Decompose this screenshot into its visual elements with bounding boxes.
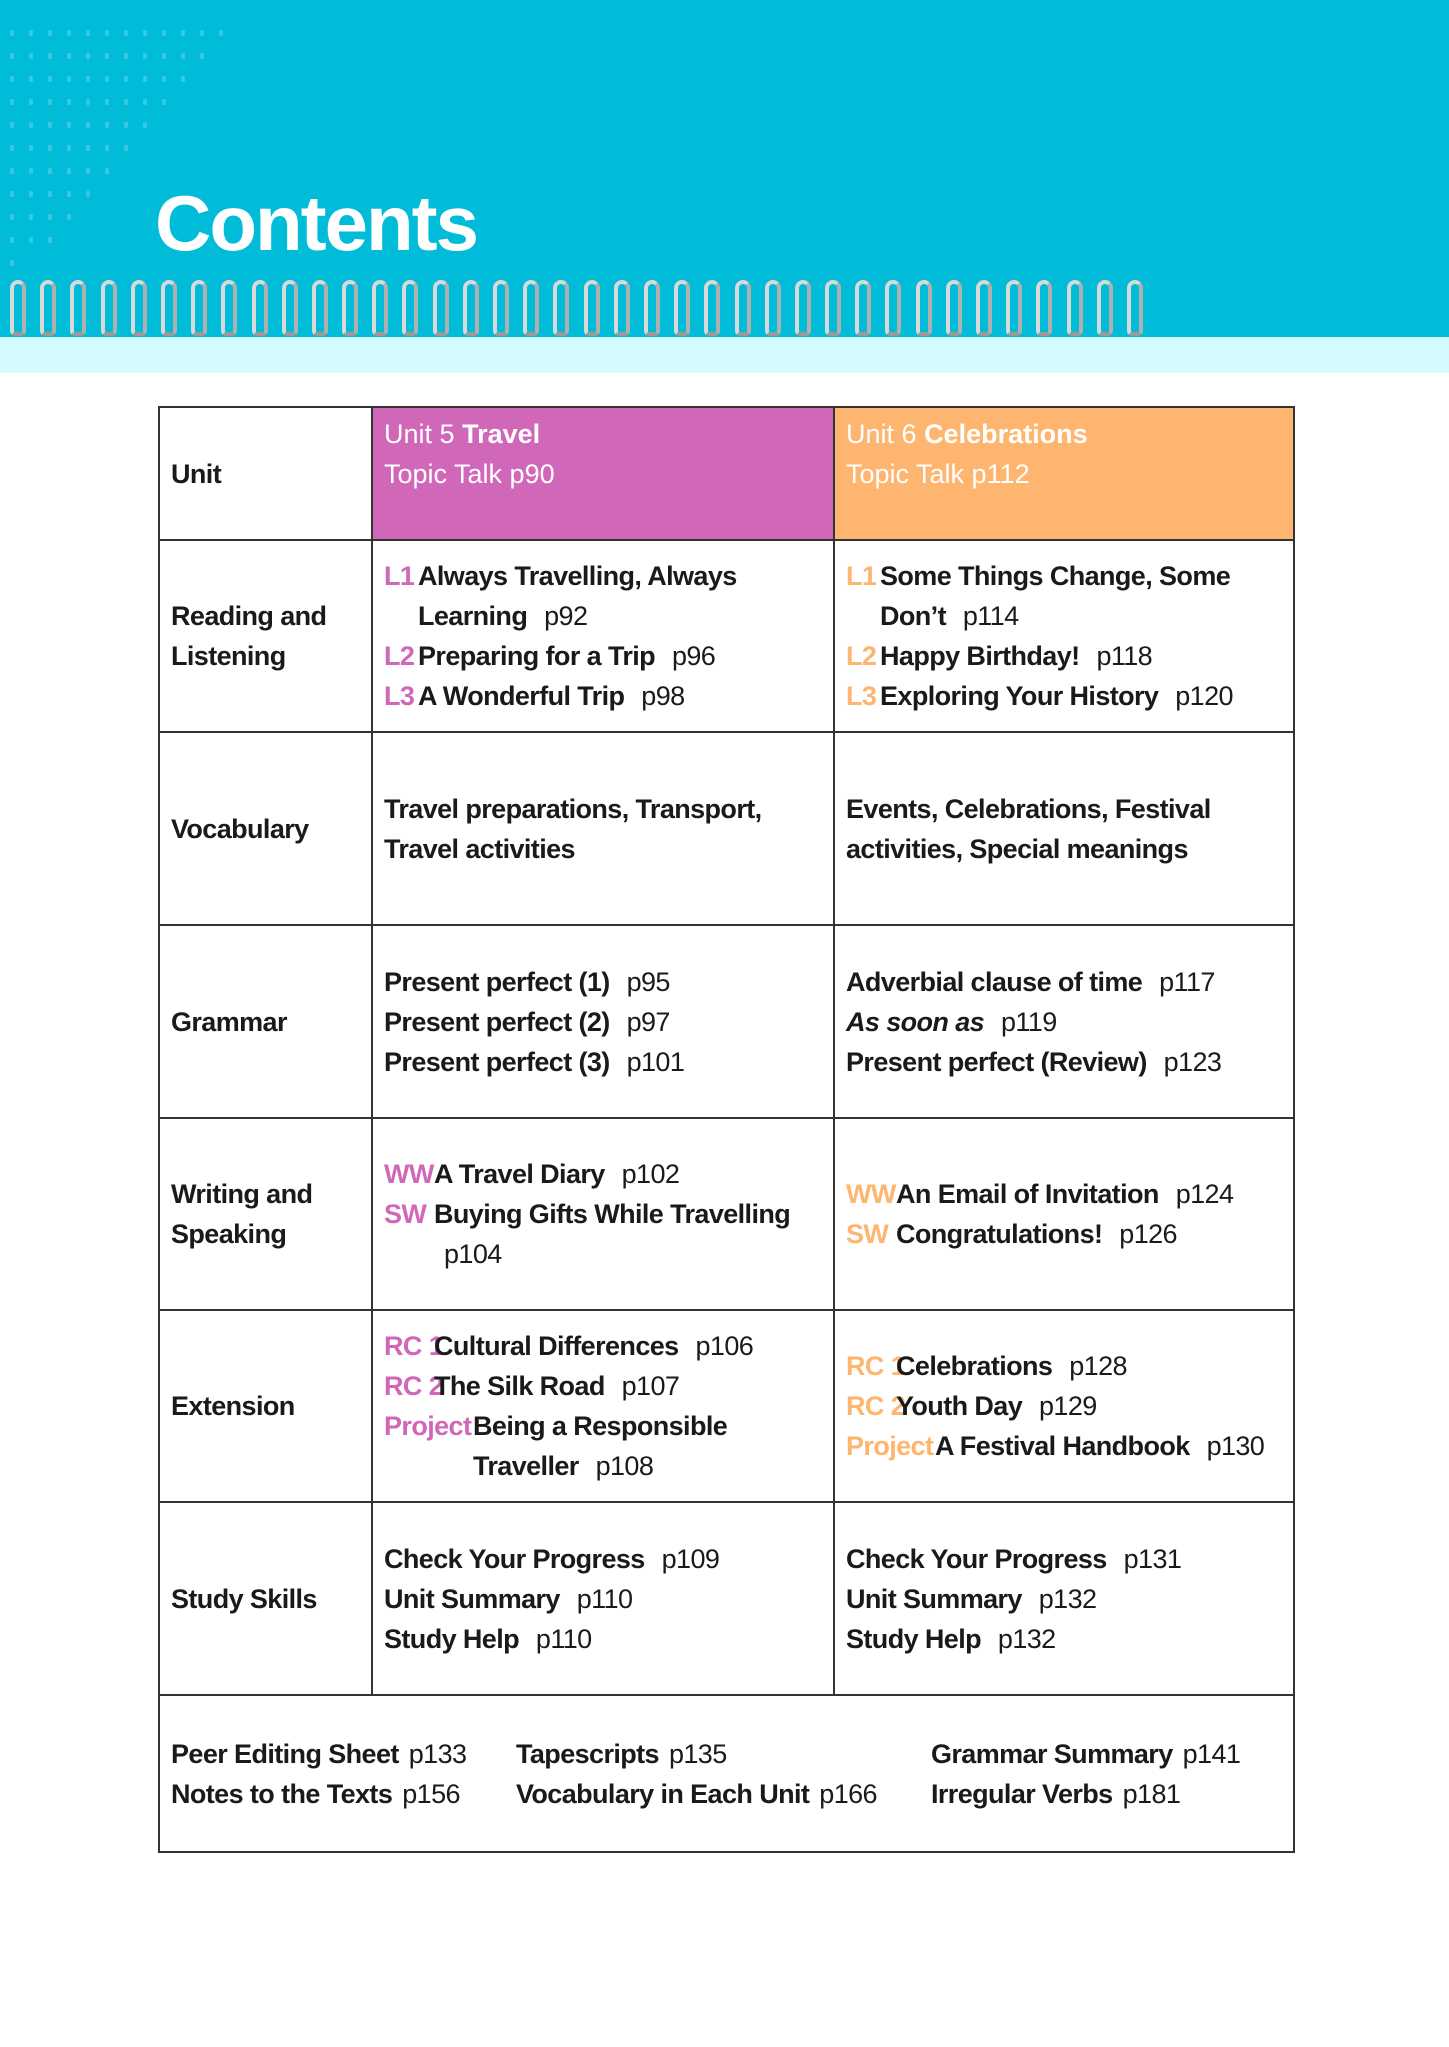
page-number: p119 — [1000, 1006, 1057, 1037]
spiral-ring — [1036, 280, 1052, 336]
entry-text — [896, 1174, 1233, 1214]
page-number: p156 — [402, 1778, 460, 1809]
lesson-tag: RC 1 — [846, 1351, 906, 1381]
spiral-ring — [1006, 280, 1022, 336]
entry-title: Check Your Progress — [384, 1543, 645, 1574]
spiral-ring — [885, 280, 901, 336]
spiral-ring — [825, 280, 841, 336]
spiral-ring — [946, 280, 962, 336]
page-number: p95 — [626, 966, 670, 997]
spiral-ring — [765, 280, 781, 336]
spiral-ring — [1067, 280, 1083, 336]
topic-talk: Topic Talk p90 — [384, 459, 555, 489]
contents-entry[interactable] — [384, 556, 822, 636]
page-number: p131 — [1123, 1543, 1182, 1574]
unit-cell — [834, 1118, 1294, 1310]
entry-title: A Wonderful Trip — [418, 681, 625, 711]
spiral-ring — [10, 280, 26, 336]
unit-name: Travel — [462, 419, 541, 449]
appendix-entry[interactable] — [931, 1774, 1282, 1814]
appendix-row — [159, 1695, 1294, 1852]
page-number: p101 — [626, 1046, 685, 1077]
entry-title: Celebrations — [896, 1351, 1053, 1381]
lesson-tag: WW — [846, 1179, 896, 1209]
contents-entry[interactable] — [384, 1539, 822, 1579]
contents-entry[interactable] — [846, 1002, 1282, 1042]
unit-cell — [834, 1310, 1294, 1502]
row-label: Grammar — [159, 925, 372, 1118]
lesson-tag: RC 1 — [384, 1331, 444, 1361]
entry-title: Travel preparations, Transport, Travel activities — [384, 793, 762, 864]
page-number: p104 — [444, 1239, 502, 1269]
header-band — [0, 337, 1449, 373]
unit-cell — [372, 732, 834, 925]
contents-entry[interactable] — [846, 1539, 1282, 1579]
contents-entry[interactable] — [846, 962, 1282, 1002]
contents-entry[interactable] — [384, 676, 822, 716]
unit-cell — [372, 1118, 834, 1310]
entry-title: Peer Editing Sheet — [171, 1738, 399, 1769]
contents-table — [158, 406, 1295, 1853]
contents-entry[interactable] — [846, 1386, 1282, 1426]
lesson-tag: L2 — [384, 641, 415, 671]
entry-text — [846, 1619, 1056, 1659]
spiral-ring — [916, 280, 932, 336]
entry-title: Present perfect (2) — [384, 1006, 610, 1037]
page-number: p114 — [962, 601, 1019, 631]
entry-text — [384, 962, 670, 1002]
contents-entry[interactable] — [384, 1194, 822, 1274]
entry-text — [896, 1386, 1097, 1426]
entry-text — [418, 556, 822, 636]
table-row — [159, 925, 1294, 1118]
unit-cell — [372, 540, 834, 732]
page-number: p109 — [661, 1543, 720, 1574]
row-label: Extension — [159, 1310, 372, 1502]
entry-text — [896, 1214, 1177, 1254]
entry-title: Always Travelling, Always Learning — [418, 561, 737, 631]
entry-title: A Festival Handbook — [935, 1431, 1190, 1461]
page-number: p92 — [544, 601, 588, 631]
entry-text — [473, 1406, 822, 1486]
spiral-ring — [40, 280, 56, 336]
entry-title: Grammar Summary — [931, 1738, 1173, 1769]
contents-entry[interactable] — [846, 1346, 1282, 1386]
contents-entry[interactable] — [846, 556, 1282, 636]
entry-text — [434, 1366, 679, 1406]
spiral-ring — [493, 280, 509, 336]
unit-header-row — [159, 407, 1294, 540]
entry-text — [880, 676, 1233, 716]
entry-title: Tapescripts — [516, 1738, 659, 1769]
page-number: p126 — [1119, 1219, 1177, 1249]
page-number: p132 — [997, 1623, 1056, 1654]
entry-text — [434, 1154, 679, 1194]
entry-text — [846, 1002, 1057, 1042]
unit-cell — [834, 540, 1294, 732]
entry-text — [846, 962, 1215, 1002]
entry-text — [384, 1042, 684, 1082]
lesson-tag: Project — [846, 1431, 934, 1461]
spiral-ring — [523, 280, 539, 336]
contents-entry[interactable] — [384, 1406, 822, 1486]
page-number: p117 — [1159, 966, 1215, 997]
appendix-entry[interactable] — [931, 1734, 1282, 1774]
entry-title: Exploring Your History — [880, 681, 1159, 711]
spiral-ring — [704, 280, 720, 336]
contents-entry[interactable] — [846, 1042, 1282, 1082]
contents-entry[interactable] — [846, 1579, 1282, 1619]
entry-title: A Travel Diary — [434, 1159, 605, 1189]
page-number: p135 — [668, 1738, 727, 1769]
spiral-ring — [101, 280, 117, 336]
entry-text — [880, 636, 1152, 676]
entry-text — [880, 556, 1282, 636]
entry-title: Notes to the Texts — [171, 1778, 393, 1809]
spiral-ring — [855, 280, 871, 336]
lesson-tag: RC 2 — [846, 1391, 906, 1421]
unit-number: Unit 6 — [846, 419, 917, 449]
page-number: p110 — [535, 1623, 592, 1654]
spiral-ring — [191, 280, 207, 336]
entry-title: Being a Responsible Traveller — [473, 1411, 728, 1481]
contents-entry[interactable] — [846, 1214, 1282, 1254]
spiral-ring — [976, 280, 992, 336]
entry-title: Happy Birthday! — [880, 641, 1080, 671]
unit-cell — [372, 1310, 834, 1502]
entry-text — [384, 1539, 719, 1579]
entry-title: Adverbial clause of time — [846, 966, 1143, 997]
spiral-ring — [131, 280, 147, 336]
lesson-tag: L2 — [846, 641, 877, 671]
spiral-ring — [221, 280, 237, 336]
appendix-entry[interactable] — [516, 1734, 931, 1774]
spiral-ring — [402, 280, 418, 336]
page-number: p132 — [1038, 1583, 1097, 1614]
entry-title: An Email of Invitation — [896, 1179, 1159, 1209]
spiral-ring — [161, 280, 177, 336]
entry-text — [434, 1326, 753, 1366]
entry-text — [846, 1579, 1096, 1619]
spiral-ring — [312, 280, 328, 336]
entry-text — [434, 1194, 822, 1274]
unit-number: Unit 5 — [384, 419, 455, 449]
lesson-tag: L1 — [846, 561, 877, 591]
lesson-tag: L1 — [384, 561, 415, 591]
contents-entry[interactable] — [384, 1042, 822, 1082]
contents-entry[interactable] — [384, 636, 822, 676]
entry-title: Study Help — [384, 1623, 520, 1654]
page-number: p166 — [819, 1778, 877, 1809]
row-label: Writing and Speaking — [159, 1118, 372, 1310]
entry-text — [384, 1619, 592, 1659]
entry-text — [384, 794, 762, 864]
contents-entry[interactable] — [384, 1619, 822, 1659]
spiral-ring — [70, 280, 86, 336]
contents-entry[interactable] — [384, 1366, 822, 1406]
entry-text — [846, 1539, 1181, 1579]
entry-title: Some Things Change, Some Don’t — [880, 561, 1231, 631]
contents-entry[interactable] — [846, 676, 1282, 716]
entry-title: Unit Summary — [846, 1583, 1022, 1614]
header-banner — [0, 0, 1449, 337]
lesson-tag: SW — [384, 1199, 427, 1229]
unit-cell — [834, 732, 1294, 925]
spiral-ring — [553, 280, 569, 336]
lesson-tag: SW — [846, 1219, 889, 1249]
spiral-ring — [433, 280, 449, 336]
page-number: p97 — [626, 1006, 670, 1037]
entry-text — [935, 1426, 1264, 1466]
spiral-ring — [252, 280, 268, 336]
contents-entry[interactable] — [384, 789, 822, 869]
entry-title: Buying Gifts While Travelling — [434, 1199, 791, 1229]
spiral-ring — [463, 280, 479, 336]
unit6-header[interactable] — [834, 407, 1294, 540]
entry-title: Present perfect (1) — [384, 966, 610, 997]
page-number: p141 — [1182, 1738, 1241, 1769]
unit-cell — [372, 1502, 834, 1695]
contents-entry[interactable] — [384, 1002, 822, 1042]
table-row — [159, 540, 1294, 732]
page-number: p124 — [1175, 1179, 1234, 1209]
entry-title: Irregular Verbs — [931, 1778, 1113, 1809]
spiral-ring — [282, 280, 298, 336]
page-number: p181 — [1122, 1778, 1181, 1809]
lesson-tag: L3 — [846, 681, 877, 711]
contents-entry[interactable] — [384, 962, 822, 1002]
row-label: Study Skills — [159, 1502, 372, 1695]
spiral-ring — [614, 280, 630, 336]
spiral-ring — [1127, 280, 1143, 336]
entry-title: Vocabulary in Each Unit — [516, 1778, 810, 1809]
row-label: Reading and Listening — [159, 540, 372, 732]
spiral-ring — [674, 280, 690, 336]
topic-talk: Topic Talk p112 — [846, 459, 1030, 489]
entry-title: Preparing for a Trip — [418, 641, 656, 671]
table-row — [159, 1502, 1294, 1695]
entry-title: Present perfect (3) — [384, 1046, 610, 1077]
row-label: Vocabulary — [159, 732, 372, 925]
page-title: Contents — [155, 179, 477, 267]
entry-text — [384, 1579, 632, 1619]
page-number: p96 — [671, 641, 716, 671]
entry-text — [846, 794, 1211, 864]
contents-entry[interactable] — [384, 1579, 822, 1619]
contents-entry[interactable] — [846, 636, 1282, 676]
page-number: p129 — [1039, 1391, 1097, 1421]
spiral-ring — [1097, 280, 1113, 336]
entry-title: The Silk Road — [434, 1371, 605, 1401]
table-row — [159, 732, 1294, 925]
entry-title: Congratulations! — [896, 1219, 1103, 1249]
entry-title: Present perfect (Review) — [846, 1046, 1147, 1077]
spiral-binding — [10, 280, 1449, 340]
entry-title: Youth Day — [896, 1391, 1023, 1421]
page-number: p102 — [621, 1159, 680, 1189]
page-number: p123 — [1163, 1046, 1222, 1077]
spiral-ring — [372, 280, 388, 336]
page-number: p108 — [595, 1451, 654, 1481]
unit5-header[interactable] — [372, 407, 834, 540]
spiral-ring — [795, 280, 811, 336]
unit-cell — [834, 1502, 1294, 1695]
spiral-ring — [584, 280, 600, 336]
contents-entry[interactable] — [384, 1326, 822, 1366]
lesson-tag: Project — [384, 1411, 472, 1441]
entry-text — [418, 636, 715, 676]
unit-cell — [372, 925, 834, 1118]
page-number: p107 — [621, 1371, 680, 1401]
unit-name: Celebrations — [924, 419, 1088, 449]
entry-title: As soon as — [846, 1006, 985, 1037]
spiral-ring — [644, 280, 660, 336]
entry-title: Study Help — [846, 1623, 982, 1654]
appendix-entry[interactable] — [516, 1774, 931, 1814]
contents-entry[interactable] — [384, 1154, 822, 1194]
table-row — [159, 1118, 1294, 1310]
page-number: p133 — [408, 1738, 467, 1769]
page-number: p106 — [695, 1331, 754, 1361]
page-number: p128 — [1069, 1351, 1127, 1381]
appendix-entry[interactable] — [171, 1734, 516, 1774]
spiral-ring — [735, 280, 751, 336]
entry-title: Check Your Progress — [846, 1543, 1107, 1574]
entry-text — [846, 1042, 1221, 1082]
entry-text — [418, 676, 685, 716]
lesson-tag: L3 — [384, 681, 415, 711]
contents-entry[interactable] — [846, 1619, 1282, 1659]
entry-text — [896, 1346, 1127, 1386]
page-number: p118 — [1096, 641, 1153, 671]
lesson-tag: RC 2 — [384, 1371, 444, 1401]
spiral-ring — [342, 280, 358, 336]
page-number: p98 — [641, 681, 685, 711]
contents-entry[interactable] — [846, 1426, 1282, 1466]
entry-text — [384, 1002, 670, 1042]
page-number: p110 — [576, 1583, 633, 1614]
page-number: p130 — [1206, 1431, 1265, 1461]
entry-title: Unit Summary — [384, 1583, 560, 1614]
entry-title: Cultural Differences — [434, 1331, 679, 1361]
row-label: Unit — [159, 407, 372, 540]
table-row — [159, 1310, 1294, 1502]
contents-entry[interactable] — [846, 1174, 1282, 1214]
contents-entry[interactable] — [846, 789, 1282, 869]
appendix-entry[interactable] — [171, 1774, 516, 1814]
entry-title: Events, Celebrations, Festival activities, Special meanings — [846, 793, 1211, 864]
lesson-tag: WW — [384, 1159, 434, 1189]
page-number: p120 — [1175, 681, 1233, 711]
unit-cell — [834, 925, 1294, 1118]
